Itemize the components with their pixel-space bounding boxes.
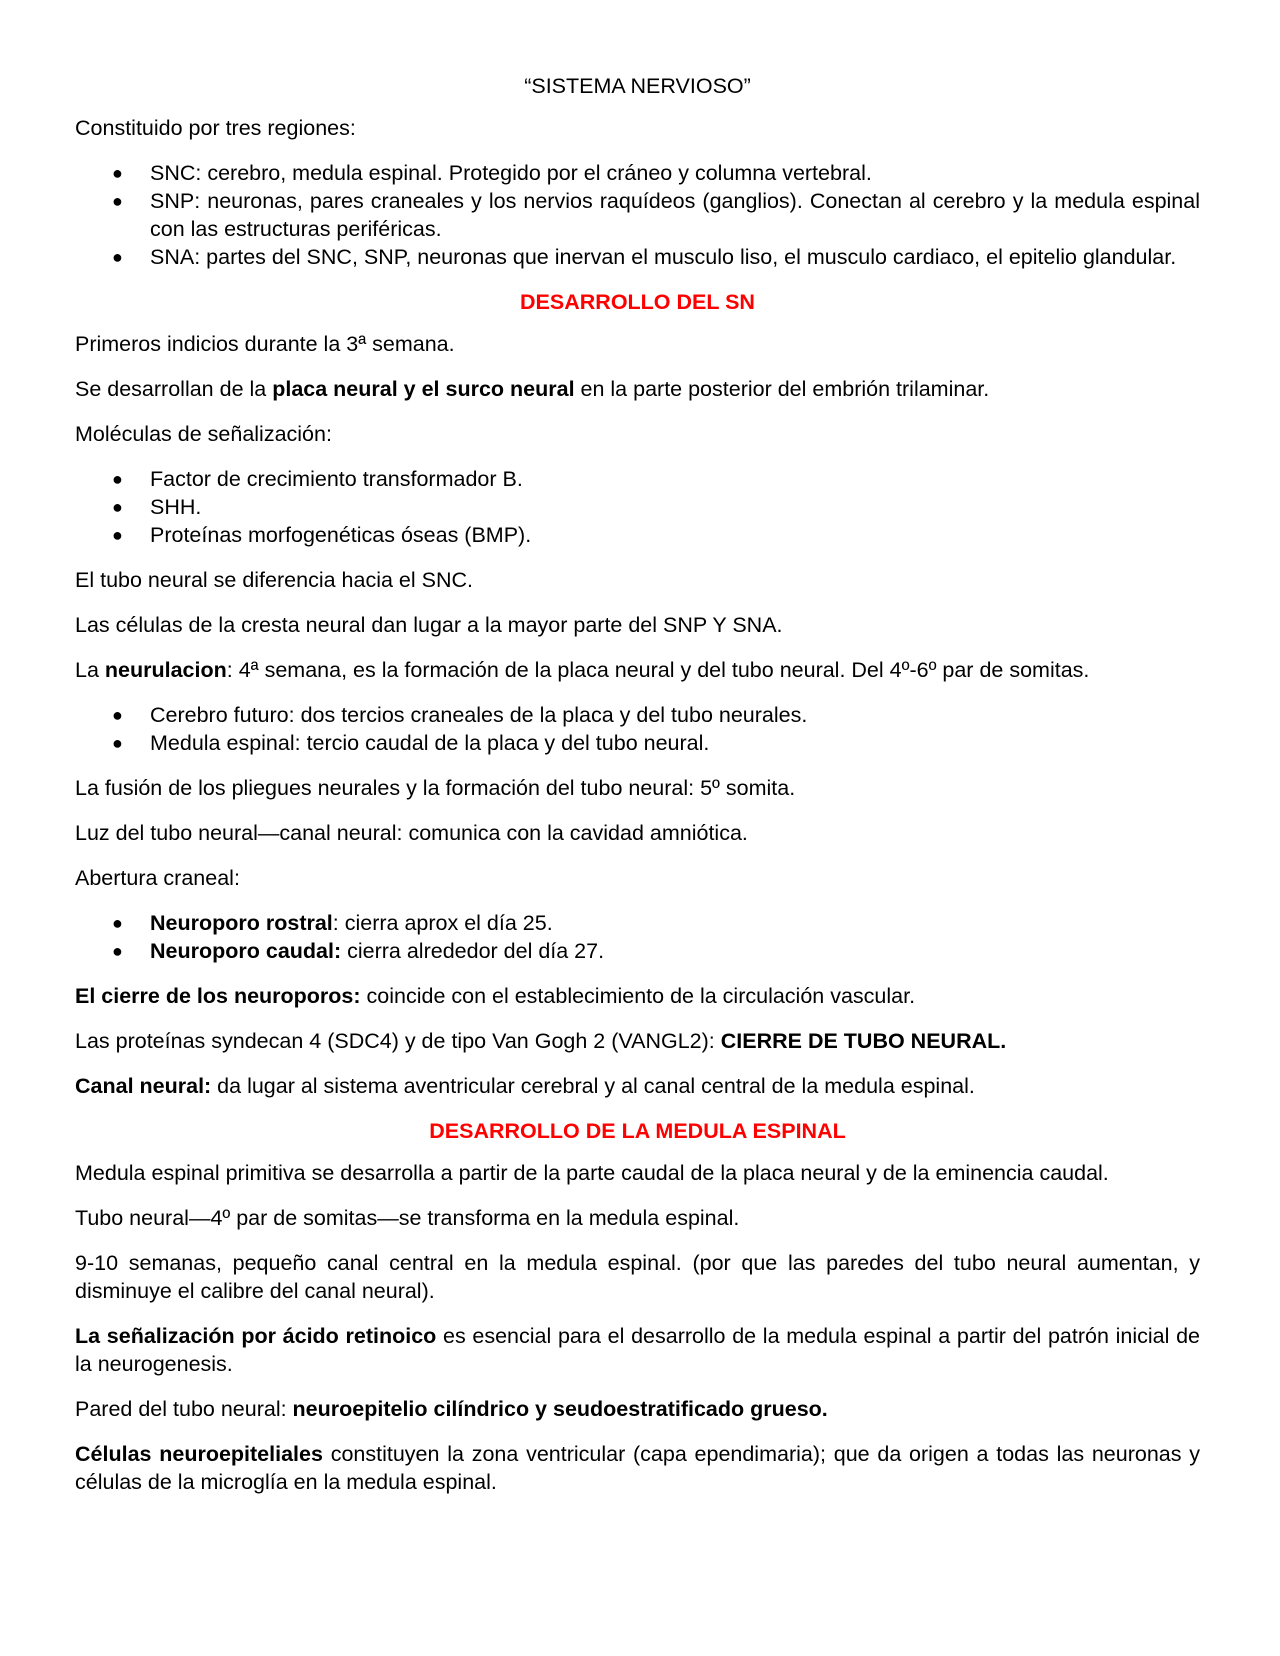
paragraph: Primeros indicios durante la 3ª semana. (75, 332, 455, 356)
document-page (75, 72, 1200, 1513)
bullet-icon: ● (112, 525, 123, 545)
bullet-icon: ● (112, 163, 123, 183)
paragraph: Las proteínas syndecan 4 (SDC4) y de tipo Van Gogh 2 (VANGL2): CIERRE DE TUBO NEURAL. (75, 1029, 1007, 1053)
paragraph: Se desarrollan de la placa neural y el surco neural en la parte posterior del embrión trilaminar. (75, 377, 990, 401)
paragraph: Abertura craneal: (75, 866, 240, 890)
list-item: ● Neuroporo rostral: cierra aprox el día 25. (112, 911, 553, 935)
paragraph: Moléculas de señalización: (75, 422, 332, 446)
intro-paragraph: Constituido por tres regiones: (75, 116, 356, 140)
paragraph: Las células de la cresta neural dan lugar a la mayor parte del SNP Y SNA. (75, 613, 783, 637)
bullet-icon: ● (112, 497, 123, 517)
paragraph: Canal neural: da lugar al sistema aventricular cerebral y al canal central de la medula espinal. (75, 1074, 975, 1098)
bullet-icon: ● (112, 469, 123, 489)
neuropores-list (75, 909, 1200, 965)
bullet-icon: ● (112, 941, 123, 961)
paragraph: Tubo neural—4º par de somitas—se transforma en la medula espinal. (75, 1206, 740, 1230)
paragraph: El cierre de los neuroporos: coincide con el establecimiento de la circulación vascular. (75, 984, 916, 1008)
list-item: ● Proteínas morfogenéticas óseas (BMP). (112, 523, 532, 547)
list-item: ● SNA: partes del SNC, SNP, neuronas que inervan el musculo liso, el musculo cardiaco, el epitelio glandular. (112, 245, 1177, 269)
regions-list (75, 159, 1200, 271)
paragraph: Pared del tubo neural: neuroepitelio cilíndrico y seudoestratificado grueso. (75, 1397, 828, 1421)
list-item: ● Neuroporo caudal: cierra alrededor del día 27. (112, 939, 605, 963)
paragraph: La fusión de los pliegues neurales y la formación del tubo neural: 5º somita. (75, 776, 796, 800)
bullet-icon: ● (112, 247, 123, 267)
section-heading: DESARROLLO DE LA MEDULA ESPINAL (429, 1119, 846, 1143)
paragraph: Luz del tubo neural—canal neural: comunica con la cavidad amniótica. (75, 821, 748, 845)
molecules-list (75, 465, 1200, 549)
paragraph: La neurulacion: 4ª semana, es la formación de la placa neural y del tubo neural. Del 4º-6º par de somitas. (75, 658, 1090, 682)
list-item: ● Factor de crecimiento transformador B. (112, 467, 523, 491)
paragraph: 9-10 semanas, pequeño canal central en la medula espinal. (por que las paredes del tubo neural aumentan, y disminuye el calibre del canal neural). (75, 1251, 1200, 1303)
list-item: ● SHH. (112, 495, 202, 519)
bullet-icon: ● (112, 191, 123, 211)
section-heading: DESARROLLO DEL SN (520, 290, 755, 314)
paragraph: El tubo neural se diferencia hacia el SNC. (75, 568, 473, 592)
list-item: ● Cerebro futuro: dos tercios craneales de la placa y del tubo neurales. (112, 703, 808, 727)
bullet-icon: ● (112, 733, 123, 753)
bullet-icon: ● (112, 705, 123, 725)
list-item: ● SNP: neuronas, pares craneales y los nervios raquídeos (ganglios). Conectan al cerebro y la medula espinal con las estructuras periféricas. (112, 189, 1200, 241)
paragraph: Medula espinal primitiva se desarrolla a partir de la parte caudal de la placa neural y de la eminencia caudal. (75, 1161, 1109, 1185)
bullet-icon: ● (112, 913, 123, 933)
paragraph: Células neuroepiteliales constituyen la zona ventricular (capa ependimaria); que da origen a todas las neuronas y células de la microglía en la medula espinal. (75, 1442, 1200, 1494)
list-item: ● Medula espinal: tercio caudal de la placa y del tubo neural. (112, 731, 710, 755)
paragraph: La señalización por ácido retinoico es esencial para el desarrollo de la medula espinal a partir del patrón inicial de la neurogenesis. (75, 1324, 1200, 1376)
document-title: “SISTEMA NERVIOSO” (524, 74, 751, 98)
list-item: ● SNC: cerebro, medula espinal. Protegido por el cráneo y columna vertebral. (112, 161, 872, 185)
neurulation-list (75, 701, 1200, 757)
